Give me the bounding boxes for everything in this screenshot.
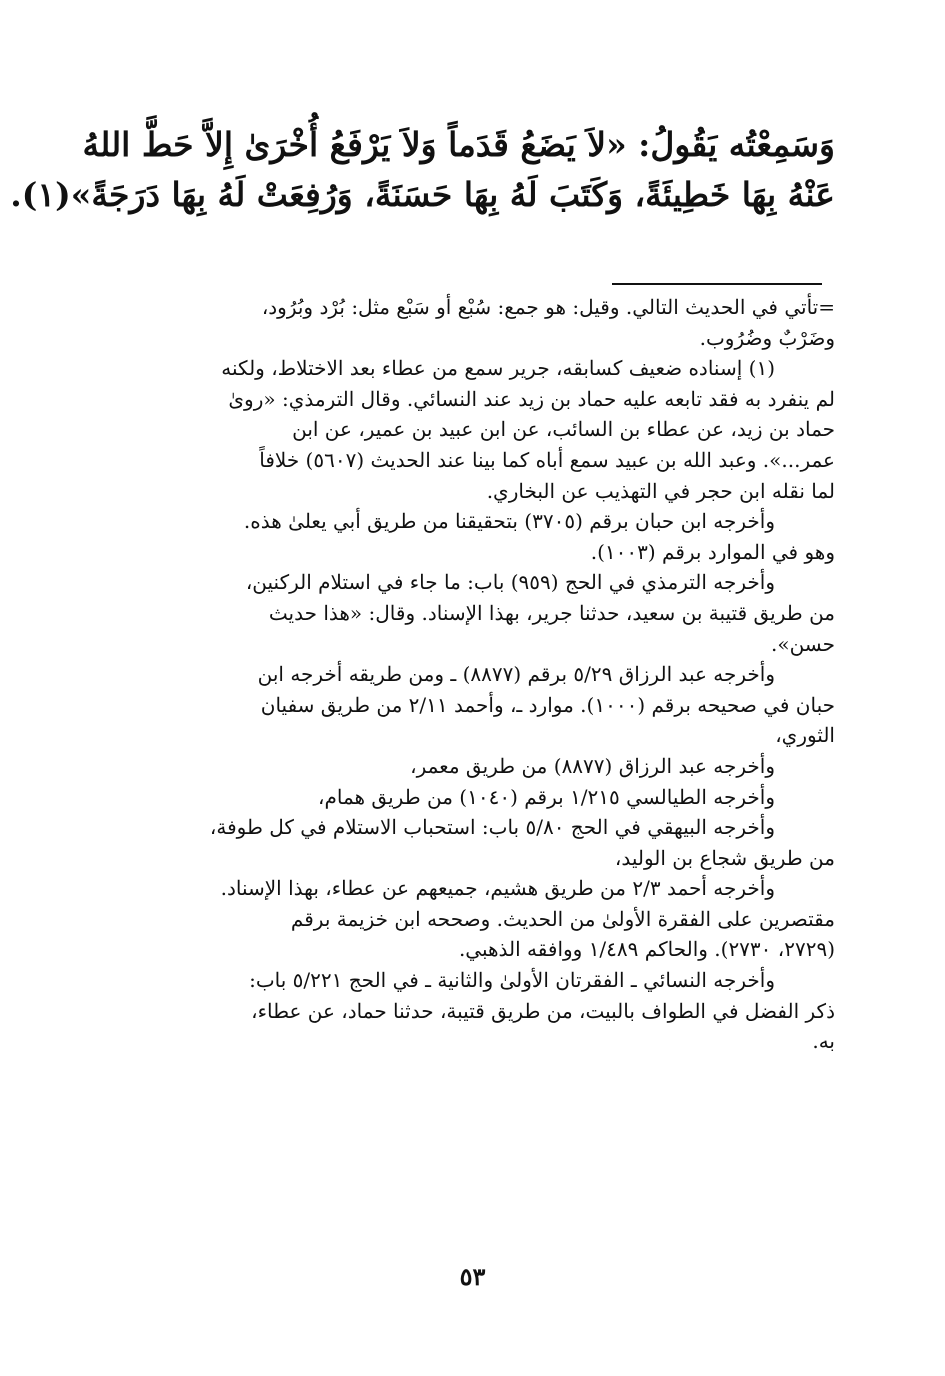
main-text-line: عَنْهُ بِهَا خَطِيئَةً، وَكَتَبَ لَهُ بِهَا حَسَنَةً، وَرُفِعَتْ لَهُ بِهَا دَرَجَةً»(١). [10, 175, 835, 214]
footnote-line: لم ينفرد به فقد تابعه عليه حماد بن زيد عند النسائي. وقال الترمذي: «روىٰ [228, 386, 835, 411]
footnote-line: وأخرجه عبد الرزاق (٨٨٧٧) من طريق معمر، [410, 753, 775, 778]
footnote-line: وأخرجه الترمذي في الحج (٩٥٩) باب: ما جاء في استلام الركنين، [245, 570, 775, 595]
footnote-line: الثوري، [775, 723, 835, 748]
footnote-line: (٢٧٢٩، ٢٧٣٠). والحاكم ١/٤٨٩ ووافقه الذهبي. [458, 937, 835, 962]
footnote-line: وأخرجه الطيالسي ١/٢١٥ برقم (١٠٤٠) من طريق همام، [318, 784, 775, 809]
footnote-line: به. [812, 1029, 835, 1054]
footnote-line: =تأتي في الحديث التالي. وقيل: هو جمع: سُبْع أو سَبْع مثل: بُرْد وبُرُود، [261, 295, 835, 319]
footnote-line: وضَرْبٌ وضُرُوب. [699, 325, 835, 350]
footnote-line: لما نقله ابن حجر في التهذيب عن البخاري. [486, 478, 835, 503]
footnote-line: وأخرجه البيهقي في الحج ٥/٨٠ باب: استحباب الاستلام في كل طوفة، [209, 815, 775, 840]
footnote-line: حسن». [770, 631, 835, 656]
footnote-line: وأخرجه عبد الرزاق ٥/٢٩ برقم (٨٨٧٧) ـ ومن طريقه أخرجه ابن [257, 662, 775, 687]
footnote-line: عمر...». وعبد الله بن عبيد سمع أباه كما بينا عند الحديث (٥٦٠٧) خلافاً [259, 447, 835, 472]
footnote-line: وأخرجه ابن حبان برقم (٣٧٠٥) بتحقيقنا من طريق أبي يعلىٰ هذه. [243, 509, 775, 534]
footnotes [110, 292, 835, 1057]
footnote-line: وأخرجه أحمد ٢/٣ من طريق هشيم، جميعهم عن عطاء، بهذا الإسناد. [220, 876, 775, 901]
footnote-line: مقتصرين على الفقرة الأولىٰ من الحديث. وصححه ابن خزيمة برقم [290, 906, 835, 931]
footnote-line: (١) إسناده ضعيف كسابقه، جرير سمع من عطاء بعد الاختلاط، ولكنه [221, 356, 775, 381]
footnote-line: وأخرجه النسائي ـ الفقرتان الأولىٰ والثانية ـ في الحج ٥/٢٢١ باب: [249, 968, 775, 993]
footnote-line: من طريق شجاع بن الوليد، [614, 845, 835, 870]
footnote-line: وهو في الموارد برقم (١٠٠٣). [590, 539, 835, 564]
main-text [10, 120, 835, 220]
footnote-separator [612, 283, 822, 285]
page-number: ٥٣ [459, 1262, 486, 1291]
footnote-line: حماد بن زيد، عن عطاء بن السائب، عن ابن عبيد بن عمير، عن ابن [292, 417, 835, 442]
footnote-line: من طريق قتيبة بن سعيد، حدثنا جرير، بهذا الإسناد. وقال: «هذا حديث [268, 600, 835, 625]
footnote-line: ذكر الفضل في الطواف بالبيت، من طريق قتيبة، حدثنا حماد، عن عطاء، [251, 998, 835, 1023]
footnote-line: حبان في صحيحه برقم (١٠٠٠). موارد ـ، وأحمد ٢/١١ من طريق سفيان [260, 692, 835, 717]
main-text-line: وَسَمِعْتُه يَقُولُ: «لاَ يَضَعُ قَدَماً وَلاَ يَرْفَعُ أُخْرَىٰ إِلاَّ حَطَّ اللهُ [82, 125, 835, 164]
